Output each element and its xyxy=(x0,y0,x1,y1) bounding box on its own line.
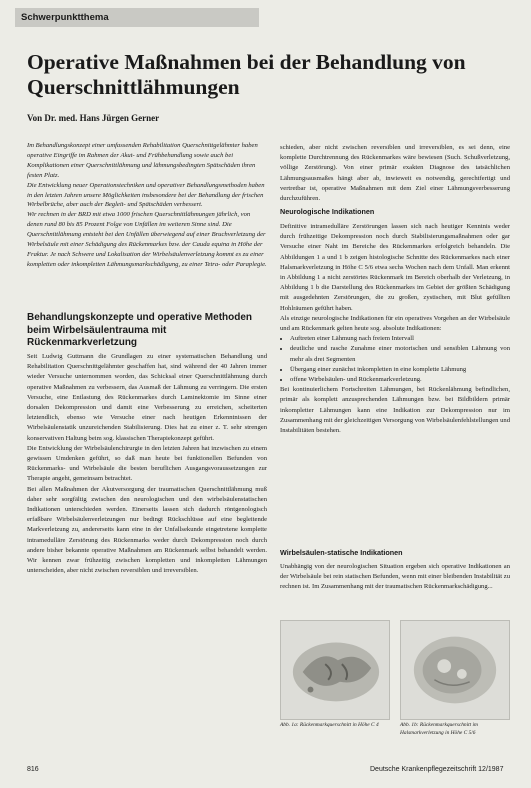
body-paragraph: Seit Ludwig Guttmann die Grundlagen zu einer systematischen Behandlung und Rehabilitation Querschnittgelähmter geschaffen hat, sind während der 40 Jahren immer wieder Versuche unternommen worden, das Schicksal einer Querschnittlähmung durch operative Maßnahmen zu verbessern, das Ausmaß der Lähmung zu verringern. Die ersten Versuche, eine Entlastung des Rückenmarkes durch Laminektomie im Sinne einer dorsalen Dekompression und damit eine Verbesserung zu erreichen, scheiterten letztendlich, ebenso wie Versuche einer nach heutigen Erkenntnissen der Wirbelsäulenstatik unzureichenden Stabilisierung. Dies hat zu einer z. T. sehr strengen konservativen Haltung beim sog. klassischen Therapiekonzept geführt. xyxy=(27,353,267,442)
figure-1b-caption: Abb. 1b: Rückenmarkquerschnitt im Halsmarkverletzung in Höhe C 5/6 xyxy=(400,722,478,736)
body-paragraph: Bei kontinuierlichem Fortschreiten Lähmungen, bei Rückenlähmung befindlichen, primär als komplett anzusprechenden Lähmungen bzw. bei Bildbildern primär inkompletter Lähmungen kann eine Indikation zur Dekompression nur im Zusammenhang mit der gleichzeitigen Versorgung von Wirbelsäulenfehlstellungen und Instabilitäten bestehen. xyxy=(280,386,510,435)
spinal-cord-section-image xyxy=(281,621,389,719)
body-paragraph: Die Entwicklung der Wirbelsäulenchirurgie in den letzten Jahren hat inzwischen zu einem gewissen Umdenken geführt, so daß man heute bei funktionellen Befunden von Rückenmarks- und Wirbelsäule die besten beruflichen Ausgangsvoraussetzungen zur Therapie angeht, gemeinsam betrachtet. xyxy=(27,444,267,483)
body-paragraph: Als einzige neurologische Indikationen für ein operatives Vorgehen an der Wirbelsäule und am Rückenmark gelten heute sog. absolute Indikationen: xyxy=(280,314,510,333)
abstract-paragraph: Die Entwicklung neuer Operationstechniken und operativer Behandlungsmethoden haben in den letzten Jahren unsere Möglichkeiten insbesondere bei der Behandlung der frischen Wirbelbrüche, aber auch der Begleit- und Spätschäden verbessert. xyxy=(27,181,265,209)
body-paragraph: Bei allen Maßnahmen der Akutversorgung der traumatischen Querschnittlähmung muß daher sehr sorgfältig zwischen den neurologischen und den wirbelsäulenstatischen Indikationen unterschieden werden. Einerseits lassen sich dadurch röntgenologisch erfaßbare Wirbelsäulenverletzungen nur bedingt Rückschlüsse auf eine begleitende Markverletzung zu, andererseits kann eine in der Unfallsekunde eingetretene komplette intramedulläre Zerstörung des Rückenmarks weder durch Dekompression noch durch andere bisher bekannte operative Maßnahmen am Rückenmark selbst behandelt werden. Wir kennen zwar frühzeitig zwischen kompletten und inkompletten Lähmungen unterscheiden, aber nicht zwischen reversiblen und irreversiblen. xyxy=(27,485,267,575)
list-item: • deutliche und rasche Zunahme einer motorischen und sensiblen Lähmung von mehr als drei Segmenten xyxy=(290,344,510,364)
right-column-mid xyxy=(280,222,510,542)
abstract xyxy=(27,141,267,299)
journal-footer: Deutsche Krankenpflegezeitschrift 12/1987 xyxy=(370,766,504,773)
body-paragraph: Definitive intramedulläre Zerstörungen lassen sich nach heutiger Kenntnis weder durch frühzeitige Dekompression noch durch Stabilisierungsmaßnahmen oder gar Versuche einer Naht im Bereiche des Rückenmarkes erfolgreich behandeln. Die Abbildungen 1 a und 1 b zeigen histologische Schnitte des Rückenmarkes nach einer Halsmarkverletzung in Höhe C 5/6 etwa sechs Wochen nach dem Unfall. Man erkennt in Abbildung 1 a nicht zerstörtes Rückenmark im Bereich oberhalb der Verletzung, in Abbildung 1 b die Darstellung des Rückenmarkes im Gebiet der größten Schädigung mit ausgedehnten Zerstörungen, die zu großen, zystischen, mit Blut gefüllten Hohlräumen geführt haben. xyxy=(280,223,510,312)
right-column-bottom xyxy=(280,562,510,612)
list-item: • Auftreten einer Lähmung nach freiem Intervall xyxy=(290,334,510,344)
spinal-cord-injury-section-image xyxy=(401,621,509,719)
article-title: Operative Maßnahmen bei der Behandlung von Querschnittlähmungen xyxy=(27,50,466,99)
body-paragraph: schieden, aber nicht zwischen reversiblen und irreversiblen, es sei denn, eine komplette Durchtrennung des Rückenmarkes wäre bewiesen (Such. Schußverletzung, völlige Zerstörung). Von einer primär exakten Diagnose des tatsächlichen Lähmungsausmaßes hängt aber ab, inwieweit es notwendig, gerechtfertigt und vertretbar ist, operative Maßnahmen mit dem Ziel einer Lähmungsverbesserung durchzuführen. xyxy=(280,144,510,203)
list-item: • offene Wirbelsäulen- und Rückenmarkverletzung. xyxy=(290,375,510,385)
section-heading-neurologic: Neurologische Indikationen xyxy=(280,207,375,216)
abstract-paragraph: Im Behandlungskonzept einer umfassenden Rehabilitation Querschnittgelähmter haben operative Eingriffe im Rahmen der Akut- und Frühbehandlung sowie auch bei Komplikationen einer Querschnittlähmung und lähmungsbedingten Spätschäden ihren festen Platz. xyxy=(27,142,258,179)
page-number: 816 xyxy=(27,766,39,773)
left-column-body xyxy=(27,352,267,770)
right-column-top xyxy=(280,143,510,203)
figure-1a-caption: Abb. 1a: Rückenmarkquerschnitt in Höhe C 4 xyxy=(280,722,379,728)
figure-1a-image xyxy=(280,620,390,720)
section-heading-static: Wirbelsäulen-statische Indikationen xyxy=(280,548,403,557)
abstract-paragraph: Wir rechnen in der BRD mit etwa 1000 frischen Querschnittlähmungen jährlich, von denen rund 80 bis 85 Prozent Folge von Unfällen im weiteren Sinne sind. Die Querschnittlähmung entsteht bei den Unfällen überwiegend auf einer Bruchverletzung der Wirbelsäule mit einer Schädigung des Rückenmarkes bzw. der Cauda equina in Höhe der Fraktur. Je nach Schwere und Lokalisation der Wirbelsäulenverletzung kommt es zu einer kompletten oder inkompletten Lähmungsmarkschädigung, zu einer Tetra- oder Paraplegie. xyxy=(27,211,267,268)
section-label: Schwerpunktthema xyxy=(15,8,259,27)
indication-list xyxy=(280,334,510,385)
body-paragraph: Unabhängig von der neurologischen Situation ergeben sich operative Indikationen an der Wirbelsäule bei rein statischen Befunden, wenn mit einer bleibenden Instabilität zu rechnen ist. Im Zusammenhang mit der traumatischen Rückenmarkschädigung... xyxy=(280,563,510,591)
list-item: • Übergang einer zunächst inkompletten in eine komplette Lähmung xyxy=(290,365,510,375)
figure-1 xyxy=(280,620,510,740)
author-line: Von Dr. med. Hans Jürgen Gerner xyxy=(27,113,160,123)
section-heading-left: Behandlungskonzepte und operative Methoden beim Wirbelsäulentrauma mit Rückenmarkverletzung xyxy=(27,312,253,348)
figure-1b-image xyxy=(400,620,510,720)
